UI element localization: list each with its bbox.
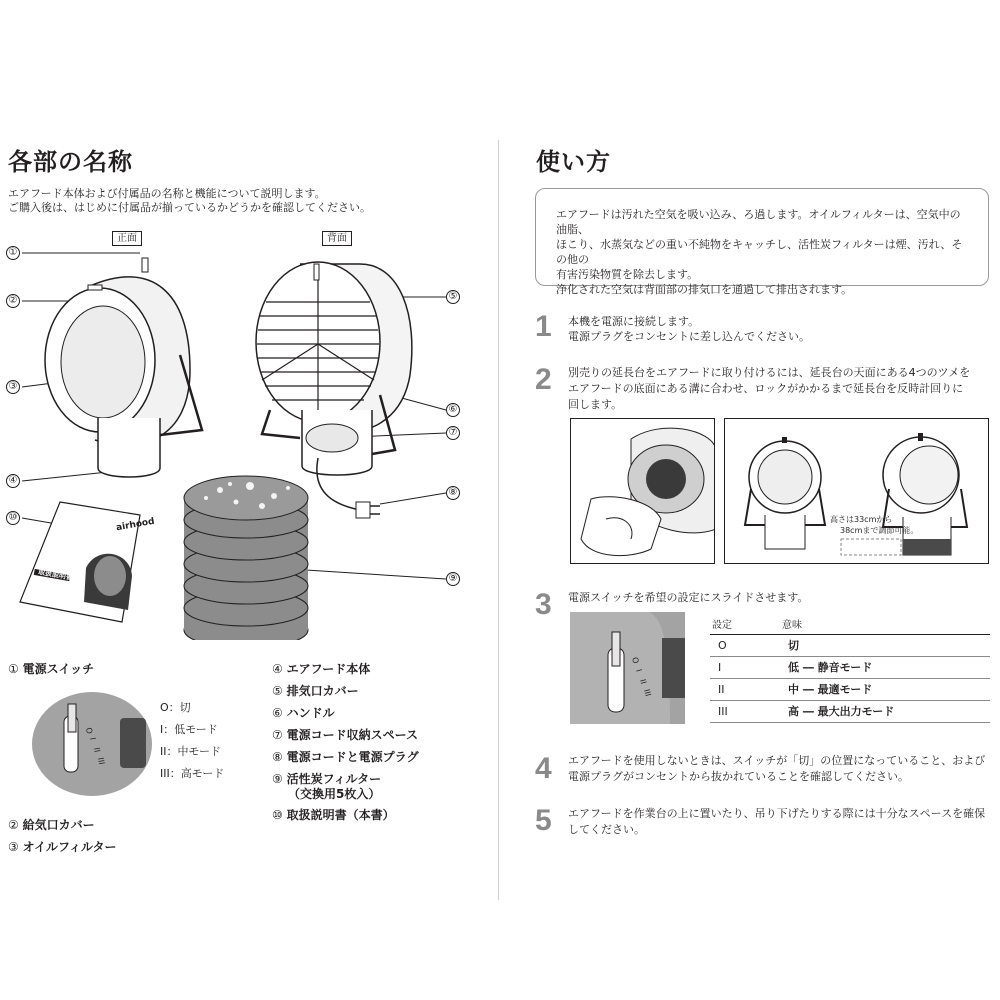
step-2-number: 2 <box>535 363 552 396</box>
step-4-line-1: エアフードを使用しないときは、スイッチが「切」の位置になっていること、および <box>568 754 986 767</box>
step-2-photo-attach <box>570 418 715 564</box>
svg-text:O: O <box>630 656 641 665</box>
filter-stack-drawing <box>184 476 308 640</box>
step-2-photo-extension <box>724 418 989 564</box>
right-page-title: 使い方 <box>536 148 611 176</box>
callout-7: ⑦ <box>446 426 460 440</box>
step-1-line-2: 電源プラグをコンセントに差し込んでください。 <box>568 330 810 343</box>
part-9-note: （交換用5枚入） <box>288 787 381 801</box>
front-unit-drawing <box>45 258 202 477</box>
step-2-line-3: 回します。 <box>568 398 623 411</box>
switch-settings-table <box>710 614 990 723</box>
table-cell-setting: III <box>710 700 780 722</box>
callout-2: ② <box>6 294 20 308</box>
usage-intro-line-3: 有害汚染物質を除去します。 <box>556 268 699 281</box>
switch-illustration <box>22 688 152 796</box>
step-3-switch-photo <box>570 612 685 724</box>
svg-text:II: II <box>92 746 102 753</box>
callout-9: ⑨ <box>446 572 460 586</box>
svg-text:I: I <box>634 668 644 673</box>
part-3: ③ オイルフィルター <box>8 840 117 854</box>
manual-booklet-drawing <box>20 502 140 622</box>
svg-text:III: III <box>96 756 107 766</box>
callout-3: ③ <box>6 380 20 394</box>
part-6: ⑥ ハンドル <box>272 706 335 720</box>
front-view-label: 正面 <box>112 231 142 246</box>
switch-mode-low: I：低モード <box>160 723 218 736</box>
table-cell-meaning: 切 <box>780 634 990 656</box>
step-1-line-1: 本機を電源に接続します。 <box>568 315 700 328</box>
table-row <box>710 656 990 678</box>
part-1: ① 電源スイッチ <box>8 662 95 676</box>
table-cell-setting: II <box>710 678 780 700</box>
svg-text:O: O <box>84 726 94 735</box>
table-header-row <box>710 614 990 634</box>
page-divider <box>498 140 499 900</box>
callout-1: ① <box>6 246 20 260</box>
step-4-number: 4 <box>535 752 552 785</box>
manual-brand-text: airhood <box>115 516 156 534</box>
table-header-setting: 設定 <box>710 614 780 634</box>
step-2-line-1: 別売りの延長台をエアフードに取り付けるには、延長台の天面にある4つのツメを <box>568 366 971 379</box>
part-5: ⑤ 排気口カバー <box>272 684 359 698</box>
table-cell-meaning: 高 ― 最大出力モード <box>780 700 990 722</box>
part-2: ② 給気口カバー <box>8 818 95 832</box>
step-5-line-2: してください。 <box>568 823 645 836</box>
step-5-number: 5 <box>535 804 552 837</box>
part-7: ⑦ 電源コード収納スペース <box>272 728 418 742</box>
step-3-line-1: 電源スイッチを希望の設定にスライドさせます。 <box>568 591 809 604</box>
step-1-number: 1 <box>535 310 552 343</box>
table-cell-meaning: 低 ― 静音モード <box>780 656 990 678</box>
callout-4: ④ <box>6 474 20 488</box>
part-10: ⑩ 取扱説明書（本書） <box>272 808 395 822</box>
usage-intro-line-2: ほこり、水蒸気などの重い不純物をキャッチし、活性炭フィルターは煙、汚れ、その他の <box>556 238 963 266</box>
part-4: ④ エアフード本体 <box>272 662 371 676</box>
usage-intro-line-4: 浄化された空気は背面部の排気口を通過して排出されます。 <box>556 283 853 296</box>
table-row <box>710 700 990 722</box>
left-intro-line-2: ご購入後は、はじめに付属品が揃っているかどうかを確認してください。 <box>8 201 371 214</box>
svg-text:I: I <box>88 736 98 741</box>
back-view-label: 背面 <box>322 231 352 246</box>
left-page-title: 各部の名称 <box>8 148 133 176</box>
step-3-number: 3 <box>535 588 552 621</box>
step-4-line-2: 電源プラグがコンセントから抜かれていることを確認してください。 <box>568 770 909 783</box>
part-8: ⑧ 電源コードと電源プラグ <box>272 750 419 764</box>
switch-mode-off: O：切 <box>160 701 191 714</box>
usage-intro-line-1: エアフードは汚れた空気を吸い込み、ろ過します。オイルフィルターは、空気中の油脂、 <box>556 208 961 236</box>
callout-8: ⑧ <box>446 486 460 500</box>
callout-6: ⑥ <box>446 403 460 417</box>
height-note-line-2: 38cmまで調節可能。 <box>840 526 919 535</box>
step-2-line-2: エアフードの底面にある溝に合わせ、ロックがかかるまで延長台を反時計回りに <box>568 382 964 395</box>
table-row <box>710 634 990 656</box>
switch-mode-high: III：高モード <box>160 767 225 780</box>
table-header-meaning: 意味 <box>780 614 990 634</box>
manual-title-text: 取扱説明書 <box>37 568 74 582</box>
switch-mode-mid: II：中モード <box>160 745 222 758</box>
usage-intro-box <box>535 188 989 296</box>
callout-10: ⑩ <box>6 511 20 525</box>
callout-5: ⑤ <box>446 290 460 304</box>
table-row <box>710 678 990 700</box>
table-cell-setting: O <box>710 634 780 656</box>
table-cell-meaning: 中 ― 最適モード <box>780 678 990 700</box>
part-9: ⑨ 活性炭フィルター <box>272 772 382 786</box>
height-note-line-1: 高さは33cmから <box>830 515 893 524</box>
svg-text:II: II <box>638 678 648 686</box>
table-cell-setting: I <box>710 656 780 678</box>
left-intro-line-1: エアフード本体および付属品の名称と機能について説明します。 <box>8 187 326 200</box>
svg-text:III: III <box>642 688 653 698</box>
step-5-line-1: エアフードを作業台の上に置いたり、吊り下げたりする際には十分なスペースを確保 <box>568 807 986 820</box>
